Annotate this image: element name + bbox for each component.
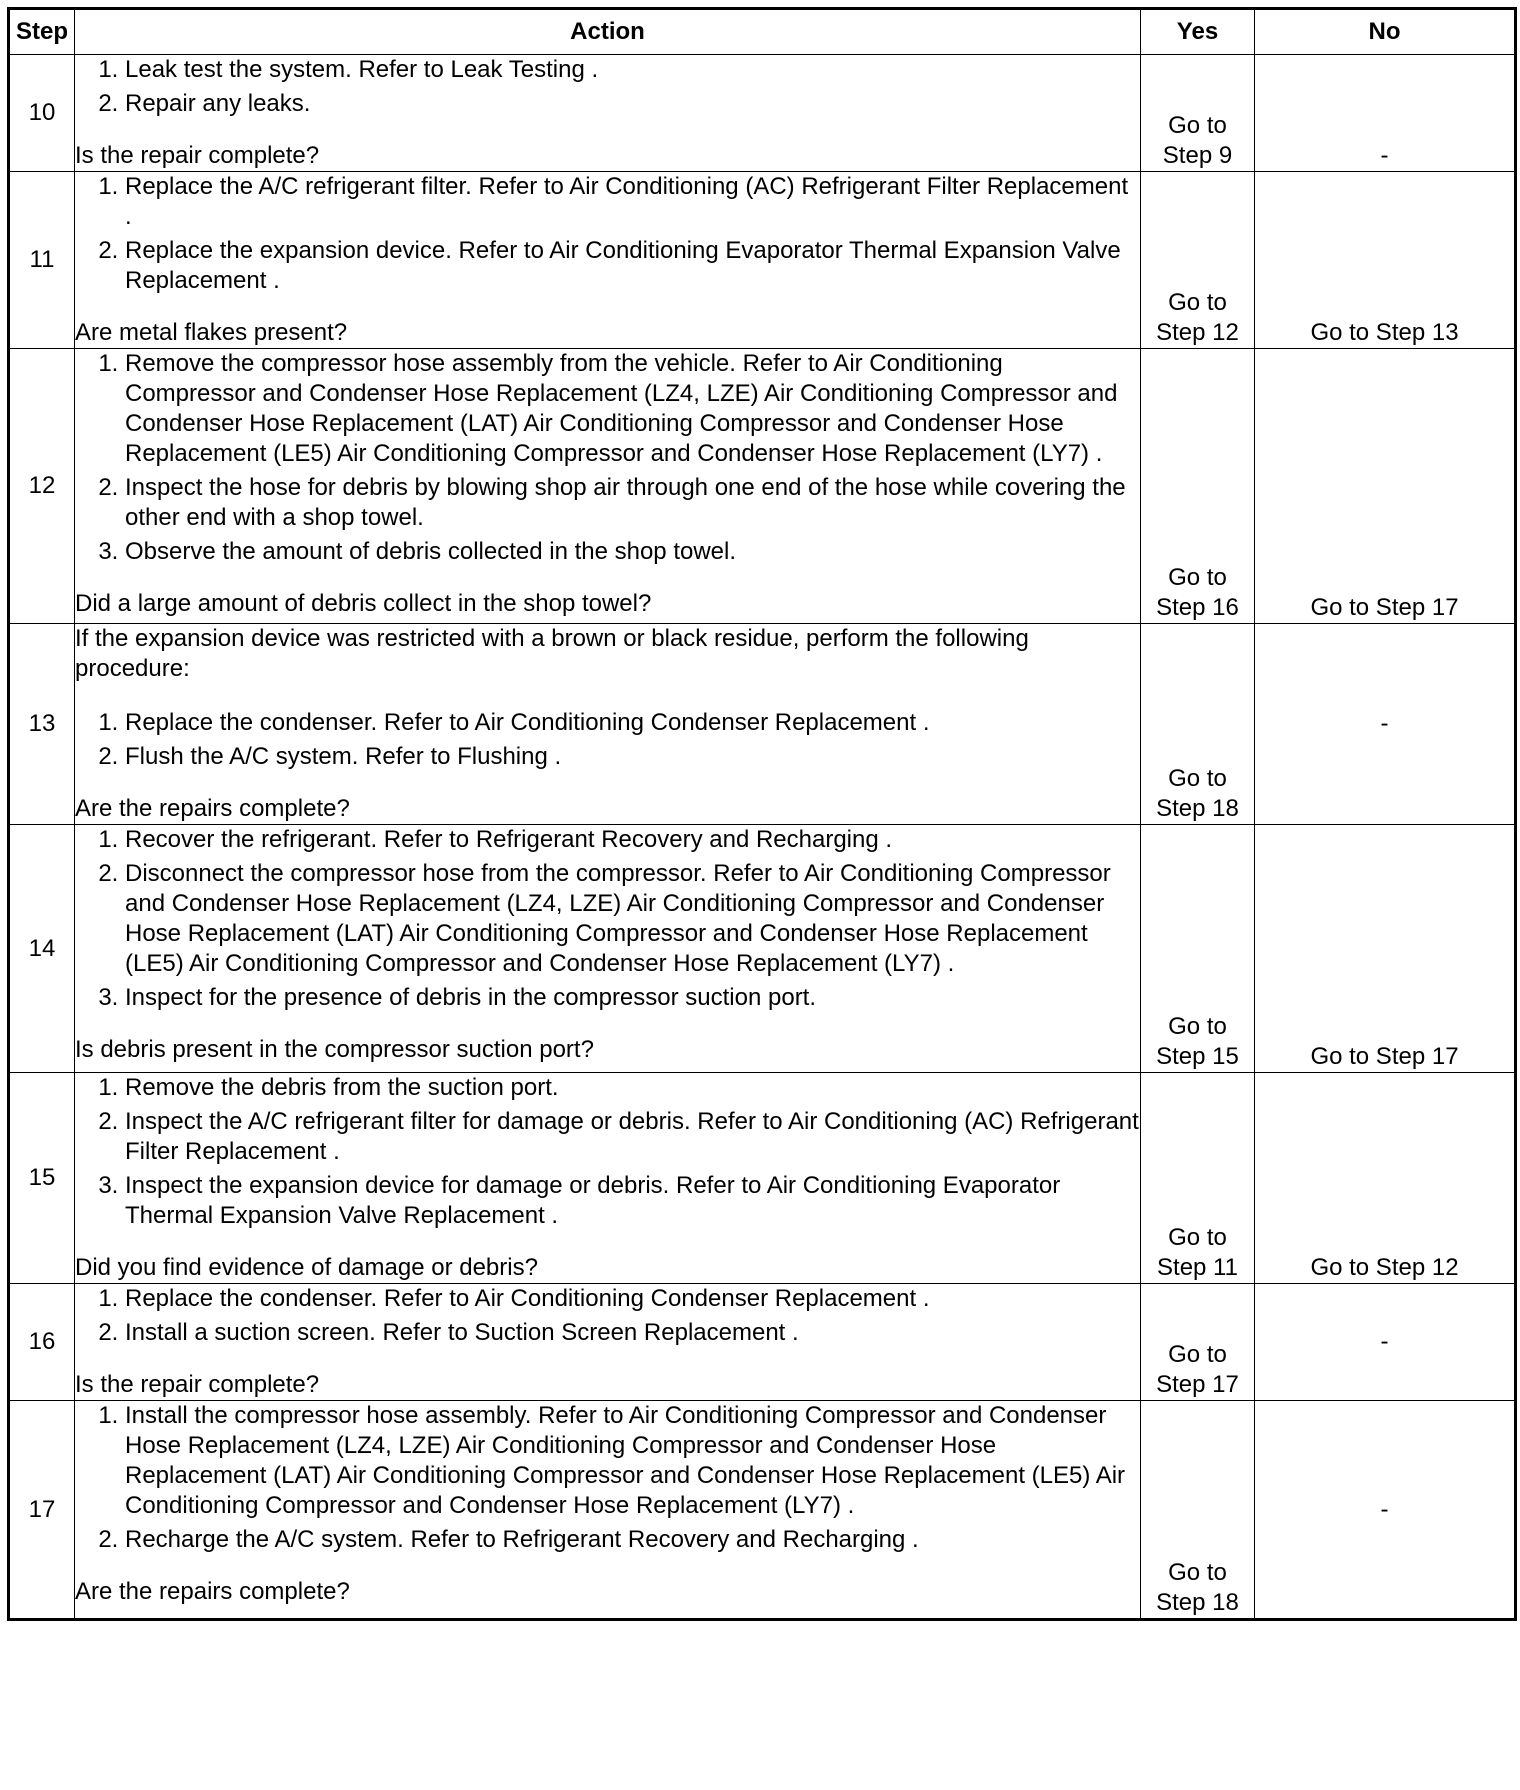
action-question: Is the repair complete? [75,142,320,169]
step-number: 15 [9,1073,75,1284]
table-body [9,55,1516,1620]
action-intro: If the expansion device was restricted with a brown or black residue, perform the following procedure: [75,625,1029,682]
table-row [9,1284,1516,1401]
header-row [9,9,1516,55]
action-step-item: 1. Replace the condenser. Refer to Air Conditioning Condenser Replacement . [125,708,1140,738]
table-row [9,172,1516,349]
action-step-item: 3. Inspect for the presence of debris in the compressor suction port. [125,983,1140,1013]
action-steps-list [75,1073,1140,1231]
action-steps-list [75,825,1140,1013]
yes-result: Go to Step 9 [1141,55,1255,172]
action-question: Are the repairs complete? [75,795,350,822]
step-number: 11 [9,172,75,349]
action-step-item: 1. Leak test the system. Refer to Leak Testing . [125,55,1140,85]
no-result: Go to Step 17 [1255,825,1516,1073]
step-number: 13 [9,624,75,825]
action-question: Did you find evidence of damage or debris? [75,1254,538,1281]
step-number: 10 [9,55,75,172]
action-step-item: 2. Recharge the A/C system. Refer to Refrigerant Recovery and Recharging . [125,1525,1140,1555]
no-result: Go to Step 17 [1255,349,1516,624]
document-page [7,7,1517,1621]
action-step-item: 2. Disconnect the compressor hose from the compressor. Refer to Air Conditioning Compressor and Condenser Hose Replacement (LZ4, LZE) Air Conditioning Compressor and Condenser Hose Replacement (LAT) Air Conditioning Compressor and Condenser Hose Replacement (LE5) Air Conditioning Compressor and Condenser Hose Replacement (LY7) . [125,859,1140,979]
action-step-item: 2. Install a suction screen. Refer to Suction Screen Replacement . [125,1318,1140,1348]
header-step: Step [9,9,75,55]
action-step-item: 1. Install the compressor hose assembly. Refer to Air Conditioning Compressor and Condenser Hose Replacement (LZ4, LZE) Air Conditioning Compressor and Condenser Hose Replacement (LAT) Air Conditioning Compressor and Condenser Hose Replacement (LE5) Air Conditioning Compressor and Condenser Hose Replacement (LY7) . [125,1401,1140,1521]
action-step-item: 3. Observe the amount of debris collected in the shop towel. [125,537,1140,567]
diagnostic-table [7,7,1517,1621]
yes-result: Go to Step 18 [1141,1401,1255,1620]
table-row [9,825,1516,1073]
step-number: 14 [9,825,75,1073]
action-cell [75,1284,1141,1401]
action-steps-list [75,1401,1140,1555]
action-steps-list [75,349,1140,567]
action-step-item: 2. Flush the A/C system. Refer to Flushing . [125,742,1140,772]
action-question: Did a large amount of debris collect in the shop towel? [75,590,652,617]
action-question: Are metal flakes present? [75,319,348,346]
step-number: 16 [9,1284,75,1401]
action-step-item: 3. Inspect the expansion device for damage or debris. Refer to Air Conditioning Evaporator Thermal Expansion Valve Replacement . [125,1171,1140,1231]
action-steps-list [75,172,1140,296]
action-steps-list [75,55,1140,119]
yes-result: Go to Step 17 [1141,1284,1255,1401]
action-cell [75,624,1141,825]
yes-result: Go to Step 12 [1141,172,1255,349]
action-step-item: 1. Remove the compressor hose assembly from the vehicle. Refer to Air Conditioning Compressor and Condenser Hose Replacement (LZ4, LZE) Air Conditioning Compressor and Condenser Hose Replacement (LAT) Air Conditioning Compressor and Condenser Hose Replacement (LE5) Air Conditioning Compressor and Condenser Hose Replacement (LY7) . [125,349,1140,469]
action-cell [75,1401,1141,1620]
action-step-item: 1. Remove the debris from the suction port. [125,1073,1140,1103]
yes-result: Go to Step 16 [1141,349,1255,624]
header-no: No [1255,9,1516,55]
table-row [9,349,1516,624]
table-row [9,55,1516,172]
action-question: Is debris present in the compressor suction port? [75,1036,594,1063]
action-question: Are the repairs complete? [75,1578,350,1605]
no-result: - [1255,55,1516,172]
action-cell [75,825,1141,1073]
action-step-item: 2. Inspect the hose for debris by blowing shop air through one end of the hose while covering the other end with a shop towel. [125,473,1140,533]
action-cell [75,55,1141,172]
action-question: Is the repair complete? [75,1371,320,1398]
action-step-item: 1. Recover the refrigerant. Refer to Refrigerant Recovery and Recharging . [125,825,1140,855]
action-step-item: 1. Replace the condenser. Refer to Air Conditioning Condenser Replacement . [125,1284,1140,1314]
table-row [9,624,1516,825]
step-number: 17 [9,1401,75,1620]
action-steps-list [75,708,1140,772]
yes-result: Go to Step 18 [1141,624,1255,825]
no-result: - [1255,1284,1516,1401]
action-step-item: 2. Replace the expansion device. Refer to Air Conditioning Evaporator Thermal Expansion Valve Replacement . [125,236,1140,296]
step-number: 12 [9,349,75,624]
yes-result: Go to Step 15 [1141,825,1255,1073]
action-step-item: 1. Replace the A/C refrigerant filter. Refer to Air Conditioning (AC) Refrigerant Filter Replacement . [125,172,1140,232]
table-row [9,1073,1516,1284]
action-cell [75,349,1141,624]
table-row [9,1401,1516,1620]
no-result: Go to Step 12 [1255,1073,1516,1284]
no-result: Go to Step 13 [1255,172,1516,349]
no-result: - [1255,624,1516,825]
action-step-item: 2. Repair any leaks. [125,89,1140,119]
action-step-item: 2. Inspect the A/C refrigerant filter for damage or debris. Refer to Air Conditioning (AC) Refrigerant Filter Replacement . [125,1107,1140,1167]
no-result: - [1255,1401,1516,1620]
action-steps-list [75,1284,1140,1348]
action-cell [75,172,1141,349]
header-action: Action [75,9,1141,55]
yes-result: Go to Step 11 [1141,1073,1255,1284]
header-yes: Yes [1141,9,1255,55]
action-cell [75,1073,1141,1284]
